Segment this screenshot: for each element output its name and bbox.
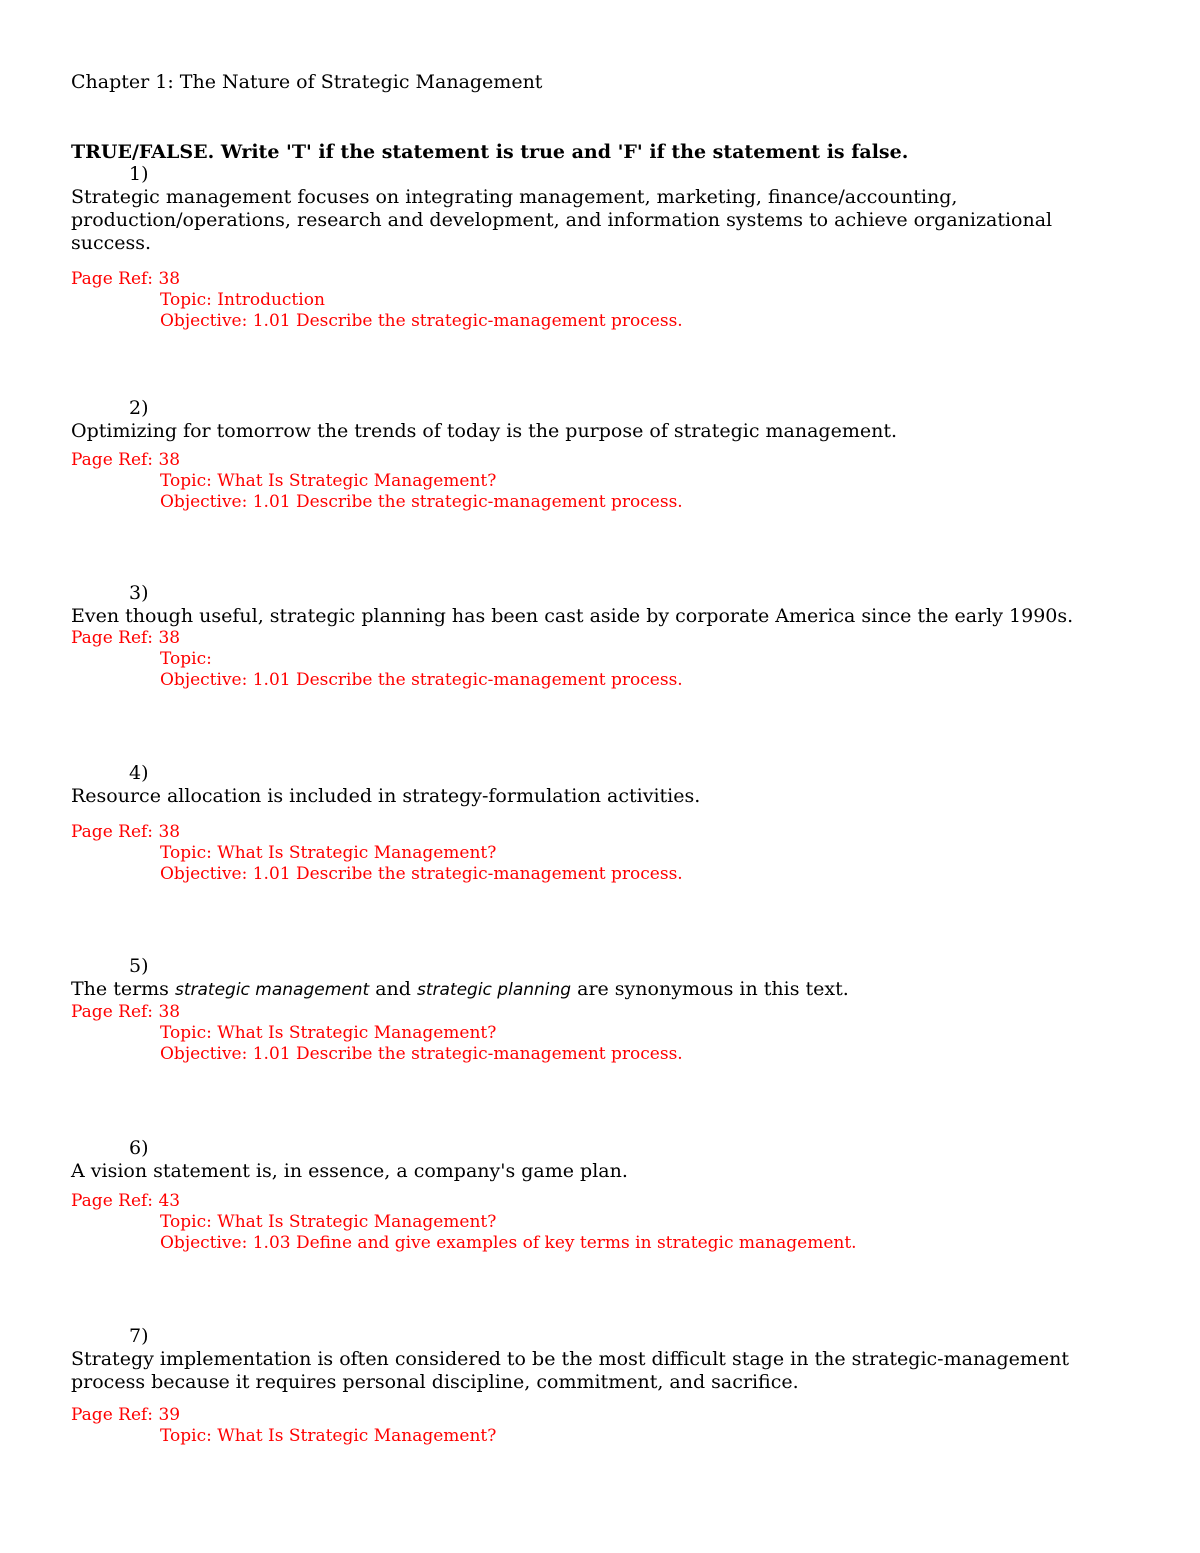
chapter-title: Chapter 1: The Nature of Strategic Management [71, 71, 543, 93]
question-text: Even though useful, strategic planning has been cast aside by corporate America since the early 1990s. [71, 605, 1074, 627]
question-number: 1) [129, 163, 149, 185]
page-ref: Page Ref: 38 [71, 1002, 181, 1022]
topic: Topic: Introduction [160, 290, 325, 310]
question-text: Optimizing for tomorrow the trends of today is the purpose of strategic management. [71, 420, 897, 442]
page-ref: Page Ref: 43 [71, 1191, 181, 1211]
question-4 [71, 762, 1131, 885]
page-ref: Page Ref: 39 [71, 1405, 181, 1425]
italic-term-strategic-planning: strategic planning [416, 980, 572, 1000]
question-number: 3) [129, 582, 149, 604]
topic: Topic: What Is Strategic Management? [160, 1426, 497, 1446]
objective: Objective: 1.01 Describe the strategic-management process. [160, 492, 683, 512]
question-3 [71, 582, 1131, 691]
topic: Topic: What Is Strategic Management? [160, 843, 497, 863]
question-number: 5) [129, 955, 149, 977]
question-1 [71, 163, 1131, 332]
page-ref: Page Ref: 38 [71, 822, 181, 842]
topic: Topic: What Is Strategic Management? [160, 471, 497, 491]
section-instructions: TRUE/FALSE. Write 'T' if the statement is true and 'F' if the statement is false. [71, 141, 909, 163]
question-number: 2) [129, 397, 149, 419]
question-5 [71, 955, 1131, 1065]
question-text [71, 978, 1131, 1002]
objective: Objective: 1.01 Describe the strategic-management process. [160, 1044, 683, 1064]
topic: Topic: [160, 649, 212, 669]
question-2 [71, 397, 1131, 513]
topic: Topic: What Is Strategic Management? [160, 1212, 497, 1232]
objective: Objective: 1.03 Define and give examples of key terms in strategic management. [160, 1233, 857, 1253]
objective: Objective: 1.01 Describe the strategic-management process. [160, 311, 683, 331]
topic: Topic: What Is Strategic Management? [160, 1023, 497, 1043]
italic-term-strategic-management: strategic management [174, 980, 370, 1000]
question-number: 4) [129, 762, 149, 784]
question-number: 6) [129, 1137, 149, 1159]
question-text: Resource allocation is included in strategy-formulation activities. [71, 785, 701, 807]
question-text: A vision statement is, in essence, a company's game plan. [71, 1160, 628, 1182]
question-6 [71, 1137, 1131, 1254]
page-ref: Page Ref: 38 [71, 628, 181, 648]
question-text: Strategic management focuses on integrating management, marketing, finance/accounting, production/operations, research and development, and information systems to achieve organizational success. [71, 186, 1053, 254]
objective: Objective: 1.01 Describe the strategic-management process. [160, 864, 683, 884]
question-number: 7) [129, 1325, 149, 1347]
question-text: Strategy implementation is often considered to be the most difficult stage in the strategic-management process because it requires personal discipline, commitment, and sacrifice. [71, 1348, 1070, 1393]
question-text-after: are synonymous in this text. [571, 978, 849, 1000]
question-text-before: The terms [71, 978, 175, 1000]
page-ref: Page Ref: 38 [71, 450, 181, 470]
question-7 [71, 1325, 1131, 1447]
objective: Objective: 1.01 Describe the strategic-management process. [160, 670, 683, 690]
page-ref: Page Ref: 38 [71, 269, 181, 289]
question-text-middle: and [369, 978, 417, 1000]
